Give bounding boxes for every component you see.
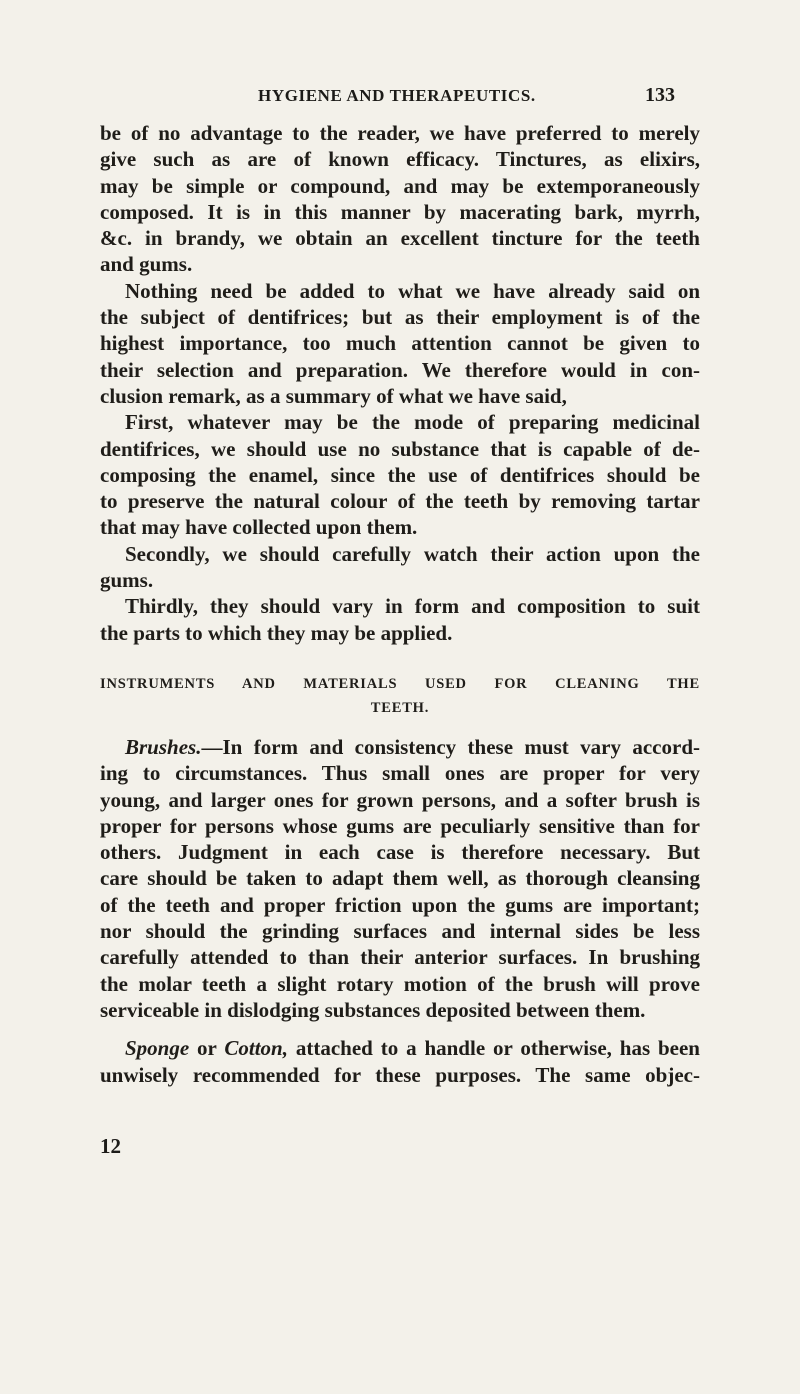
cotton-lead: Cotton, [224,1036,288,1061]
text-line: unwisely recommended for these purposes. The same objec- [100,1062,700,1087]
text-line: and gums. [100,252,193,277]
running-title: HYGIENE AND THERAPEUTICS. [258,86,536,105]
text-line: First, whatever may be the mode of preparing medicinal [125,410,700,435]
paragraph-secondly [100,541,700,594]
text-line: serviceable in dislodging substances deposited between them. [100,997,646,1022]
text-line: dentifrices, we should use no substance that is capable of de- [100,436,700,461]
text-line: carefully attended to than their anterior surfaces. In brushing [100,945,700,970]
text-line: their selection and preparation. We therefore would in con- [100,357,700,382]
text-line: proper for persons whose gums are peculiarly sensitive than for [100,813,700,838]
section-heading-line: TEETH. [370,699,430,716]
paragraph-summary [100,278,700,409]
body-text [100,120,700,1088]
section-heading [100,672,700,720]
brushes-lead: Brushes. [125,734,202,759]
text-line: to preserve the natural colour of the teeth by removing tartar [100,489,700,514]
paragraph-brushes [100,734,700,1023]
text-line: Thirdly, they should vary in form and composition to suit [125,594,700,619]
text-line: composed. It is in this manner by macerating bark, myrrh, [100,199,700,224]
page-number: 133 [645,84,675,106]
text-line: may be simple or compound, and may be extemporaneously [100,173,700,198]
text-line: &c. in brandy, we obtain an excellent tincture for the teeth [100,226,700,251]
brushes-first-line: —In form and consistency these must vary accord- [201,734,700,759]
text-line: the subject of dentifrices; but as their employment is of the [100,305,700,330]
text-line: that may have collected upon them. [100,515,418,540]
paragraph-first [100,409,700,540]
text-line: clusion remark, as a summary of what we have said, [100,383,567,408]
text-line: composing the enamel, since the use of dentifrices should be [100,462,700,487]
paragraph-sponge [100,1035,700,1088]
text-line: be of no advantage to the reader, we have preferred to merely [100,121,700,145]
text-line: of the teeth and proper friction upon the gums are important; [100,892,700,917]
section-heading-line: INSTRUMENTS AND MATERIALS USED FOR CLEANING THE [100,675,700,692]
text-line: care should be taken to adapt them well, as thorough cleansing [100,866,700,891]
sponge-or: or [189,1036,225,1061]
sponge-first-line: attached to a handle or otherwise, has been [287,1036,700,1061]
text-line: nor should the grinding surfaces and internal sides be less [100,919,700,944]
paragraph-gap [100,1023,700,1035]
text-line: the molar teeth a slight rotary motion of the brush will prove [100,971,700,996]
text-line [100,1035,700,1061]
text-line: give such as are of known efficacy. Tinctures, as elixirs, [100,147,700,172]
text-line: others. Judgment in each case is therefore necessary. But [100,840,700,865]
text-line: the parts to which they may be applied. [100,620,453,645]
text-line: Secondly, we should carefully watch their action upon the [125,541,700,566]
signature-mark: 12 [100,1134,121,1158]
paragraph-dentifrice-tinctures [100,120,700,278]
text-line: young, and larger ones for grown persons, and a softer brush is [100,787,700,812]
text-line: ing to circumstances. Thus small ones are proper for very [100,761,700,786]
text-line: Nothing need be added to what we have already said on [125,278,700,303]
paragraph-thirdly [100,593,700,646]
text-line: gums. [100,568,154,593]
sponge-lead: Sponge [125,1036,190,1061]
text-line [100,734,700,760]
text-line: highest importance, too much attention cannot be given to [100,331,700,356]
